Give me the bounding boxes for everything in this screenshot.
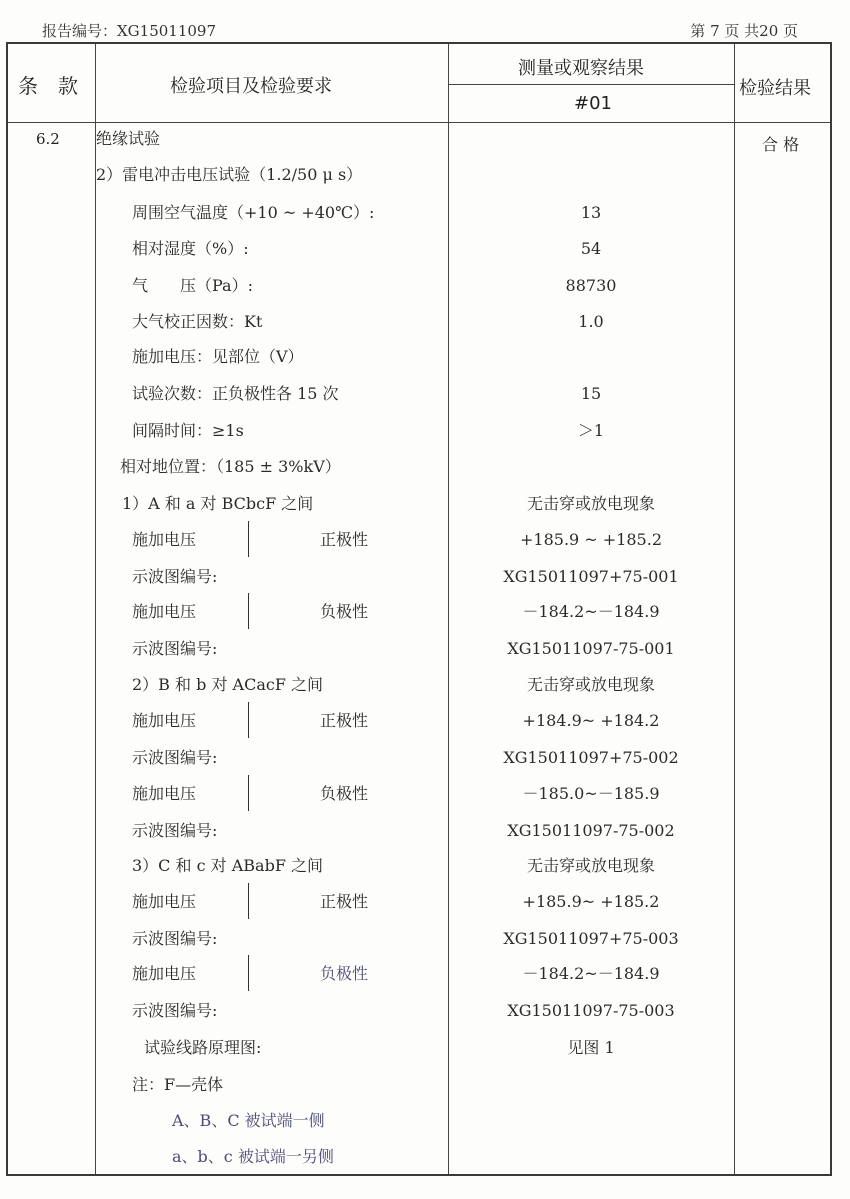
item-text: 施加电压 <box>132 784 197 803</box>
item-text: 2）B 和 b 对 ACacF 之间 <box>132 675 324 694</box>
item-text: 施加电压 <box>132 530 197 549</box>
measured-value: 见图 1 <box>567 1038 615 1057</box>
column-separator <box>248 775 249 811</box>
conclusion-value: 合 格 <box>762 135 800 154</box>
polarity-label: 正极性 <box>320 530 369 549</box>
table-row <box>8 851 830 881</box>
clause-number: 6.2 <box>36 130 60 148</box>
conclusion-header: 检验结果 <box>739 78 811 99</box>
polarity-label: 正极性 <box>320 892 369 911</box>
item-text: 试验线路原理图: <box>144 1038 262 1057</box>
measured-value: 13 <box>580 203 602 222</box>
table-row <box>8 198 830 228</box>
table-row <box>8 234 830 264</box>
table-row <box>8 779 830 809</box>
measured-value: 1.0 <box>578 312 604 331</box>
table-row <box>8 562 830 592</box>
measured-value: －185.0~－185.9 <box>522 784 660 803</box>
subheader-divider <box>448 84 734 85</box>
measured-value: －184.2~－184.9 <box>522 602 660 621</box>
item-text: 气 压（Pa）: <box>132 276 253 295</box>
table-row <box>8 307 830 337</box>
table-row <box>8 743 830 773</box>
measured-value: +184.9~ +184.2 <box>522 711 660 730</box>
item-text: a、b、c 被试端一另侧 <box>172 1147 334 1166</box>
measured-value: －184.2~－184.9 <box>522 964 660 983</box>
polarity-label: 负极性 <box>320 602 369 621</box>
item-text: 间隔时间：≥1s <box>132 421 244 440</box>
measurement-header: 测量或观察结果 <box>518 58 644 79</box>
item-text: 施加电压 <box>132 892 197 911</box>
item-text: 绝缘试验 <box>96 129 161 148</box>
table-row <box>8 1106 830 1136</box>
measured-value: ＞1 <box>577 421 605 440</box>
column-separator <box>248 955 249 991</box>
table-row <box>8 597 830 627</box>
measured-value: XG15011097+75-003 <box>503 929 679 948</box>
table-row <box>8 816 830 846</box>
measured-value: 无击穿或放电现象 <box>526 675 655 694</box>
measured-value: XG15011097+75-001 <box>503 567 679 586</box>
table-row <box>8 959 830 989</box>
page-indicator: 第 7 页 共20 页 <box>690 22 798 40</box>
column-separator <box>248 521 249 557</box>
table-row <box>8 489 830 519</box>
polarity-label: 正极性 <box>320 711 369 730</box>
table-row <box>8 887 830 917</box>
item-text: 示波图编号: <box>132 748 218 767</box>
column-separator <box>248 883 249 919</box>
item-text: 施加电压 <box>132 711 197 730</box>
table-row <box>8 525 830 555</box>
inspection-table <box>6 42 832 1176</box>
item-text: 1）A 和 a 对 BCbcF 之间 <box>122 494 314 513</box>
measured-value: 88730 <box>565 276 617 295</box>
item-text: 施加电压 <box>132 964 197 983</box>
item-text: A、B、C 被试端一侧 <box>172 1111 325 1130</box>
report-number: 报告编号：XG15011097 <box>42 22 217 40</box>
item-text: 注：F—壳体 <box>132 1075 224 1094</box>
table-row <box>8 416 830 446</box>
column-separator <box>248 702 249 738</box>
item-text: 施加电压 <box>132 602 197 621</box>
item-text: 大气校正因数：Kt <box>132 312 263 331</box>
item-text: 相对地位置：（185 ± 3%kV） <box>120 457 341 476</box>
measured-value: 无击穿或放电现象 <box>526 856 655 875</box>
table-row <box>8 342 830 372</box>
item-text: 施加电压：见部位（V） <box>132 347 304 366</box>
table-row <box>8 996 830 1026</box>
measured-value: 无击穿或放电现象 <box>526 494 655 513</box>
table-row <box>8 706 830 736</box>
item-text: 2）雷电冲击电压试验（1.2/50 μ s） <box>96 165 363 184</box>
table-row <box>8 1070 830 1100</box>
item-text: 相对湿度（%）: <box>132 239 249 258</box>
measured-value: XG15011097-75-003 <box>507 1001 675 1020</box>
item-text: 示波图编号: <box>132 821 218 840</box>
table-row <box>8 160 830 190</box>
measured-value: +185.9 ~ +185.2 <box>520 530 662 549</box>
polarity-label: 负极性 <box>320 964 369 983</box>
table-row <box>8 670 830 700</box>
header-divider <box>8 122 830 123</box>
table-row <box>8 924 830 954</box>
item-text: 3）C 和 c 对 ABabF 之间 <box>132 856 324 875</box>
measured-value: XG15011097-75-001 <box>507 639 675 658</box>
measured-value: 54 <box>580 239 602 258</box>
polarity-label: 负极性 <box>320 784 369 803</box>
item-text: 周围空气温度（+10 ~ +40℃）: <box>132 203 375 222</box>
table-row <box>8 379 830 409</box>
table-row <box>8 124 830 154</box>
measured-value: XG15011097-75-002 <box>507 821 675 840</box>
item-text: 示波图编号: <box>132 639 218 658</box>
measured-value: XG15011097+75-002 <box>503 748 679 767</box>
table-row <box>8 634 830 664</box>
measured-value: +185.9~ +185.2 <box>522 892 660 911</box>
sample-id-header: #01 <box>574 93 612 114</box>
item-text: 试验次数：正负极性各 15 次 <box>132 384 339 403</box>
item-text: 示波图编号: <box>132 929 218 948</box>
clause-header: 条 款 <box>18 74 78 98</box>
item-header: 检验项目及检验要求 <box>170 76 332 97</box>
item-text: 示波图编号: <box>132 567 218 586</box>
item-text: 示波图编号: <box>132 1001 218 1020</box>
table-row <box>8 1033 830 1063</box>
table-row <box>8 271 830 301</box>
table-row <box>8 1142 830 1172</box>
column-separator <box>248 593 249 629</box>
table-row <box>8 452 830 482</box>
measured-value: 15 <box>580 384 602 403</box>
